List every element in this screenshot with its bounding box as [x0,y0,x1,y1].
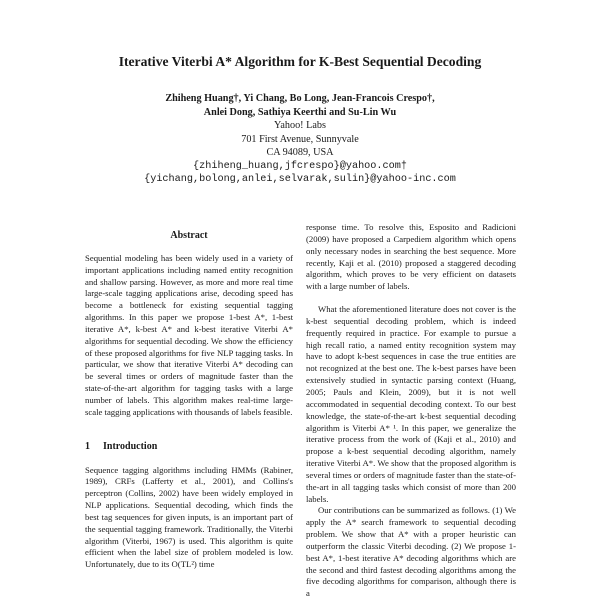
right-column [306,222,516,600]
paragraph-gap [306,293,516,304]
right-paragraph-3: Our contributions can be summarized as follows. (1) We apply the A* search framework to sequential decoding problem. We show that A* with a proper heuristic can outperform the classic Viterbi decoding. (2) We propose 1-best A*, 1-best iterative A* decoding algorithms which are the second and third fastest decoding algorithms among the five decoding algorithms for comparison, although there is a [306,505,516,599]
abstract-text: Sequential modeling has been widely used in a variety of important applications including named entity recognition and shallow parsing. However, as more and more real time large-scale tagging applications arise, decoding speed has become a bottleneck for existing sequential tagging algorithms. In this paper we propose 1-best A*, 1-best iterative A*, k-best A* and k-best iterative Viterbi A* algorithms for sequential decoding. We show the efficiency of these proposed algorithms for five NLP tagging tasks. In particular, we show that iterative Viterbi A* decoding can be several times or orders of magnitude faster than the state-of-the-art algorithm for tagging tasks with a large number of labels. This algorithm makes real-time large-scale tagging applications with thousands of labels feasible. [85,252,293,417]
authors-line-2: Anlei Dong, Sathiya Keerthi and Su-Lin Wu [203,106,397,118]
email-line-2: {yichang,bolong,anlei,selvarak,sulin}@yahoo-inc.com [144,173,456,185]
affiliation-org: Yahoo! Labs [274,120,326,132]
left-column [85,222,293,571]
author-block [0,92,600,186]
introduction-paragraph-1: Sequence tagging algorithms including HMMs (Rabiner, 1989), CRFs (Lafferty et al., 2001), and Collins's perceptron (Collins, 2002) have been widely employed in NLP applications. Sequential decoding, which finds the best tag sequences for given inputs, is an important part of the sequential tagging framework. Traditionally, the Viterbi algorithm (Viterbi, 1967) is used. This algorithm is quite efficient when the label size of problem modeled is low. Unfortunately, due to its O(TL²) time [85,464,293,570]
authors-line-1: Zhiheng Huang†, Yi Chang, Bo Long, Jean-Francois Crespo†, [165,93,435,104]
section-number: 1 [85,440,90,452]
right-paragraph-1: response time. To resolve this, Esposito and Radicioni (2009) have proposed a Carpediem algorithm which opens only necessary nodes in searching the best sequence. More recently, Kaji et al. (2010) proposed a staggered decoding algorithm, which proves to be very efficient on datasets with a large number of labels. [306,222,516,292]
affiliation-street: 701 First Avenue, Sunnyvale [241,133,359,145]
email-line-1: {zhiheng_huang,jfcrespo}@yahoo.com† [193,160,407,172]
right-paragraph-2: What the aforementioned literature does not cover is the k-best sequential decoding problem, which is indeed frequently required in practice. For example to pursue a high recall ratio, a named entity recognition system may have to adopt k-best sequences in case the true entities are not recognized at the best one. The k-best parses have been extensively studied in syntactic parsing context (Huang, 2005; Pauls and Klein, 2009), but it is not well accommodated in sequential decoding context. To our best knowledge, the state-of-the-art k-best sequential decoding algorithm is Viterbi A* ¹. In this paper, we generalize the iterative process from the work of (Kaji et al., 2010) and propose a k-best sequential decoding algorithm, namely iterative Viterbi A*. We show that the proposed algorithm is several times or orders of magnitude faster than the state-of-the-art in all tagging tasks which consist of more than 200 labels. [306,304,516,504]
section-heading-introduction [85,441,293,453]
abstract-heading: Abstract [170,230,208,241]
paper-title: Iterative Viterbi A* Algorithm for K-Best Sequential Decoding [118,54,482,69]
affiliation-city: CA 94089, USA [266,147,334,159]
section-title: Introduction [103,440,158,452]
